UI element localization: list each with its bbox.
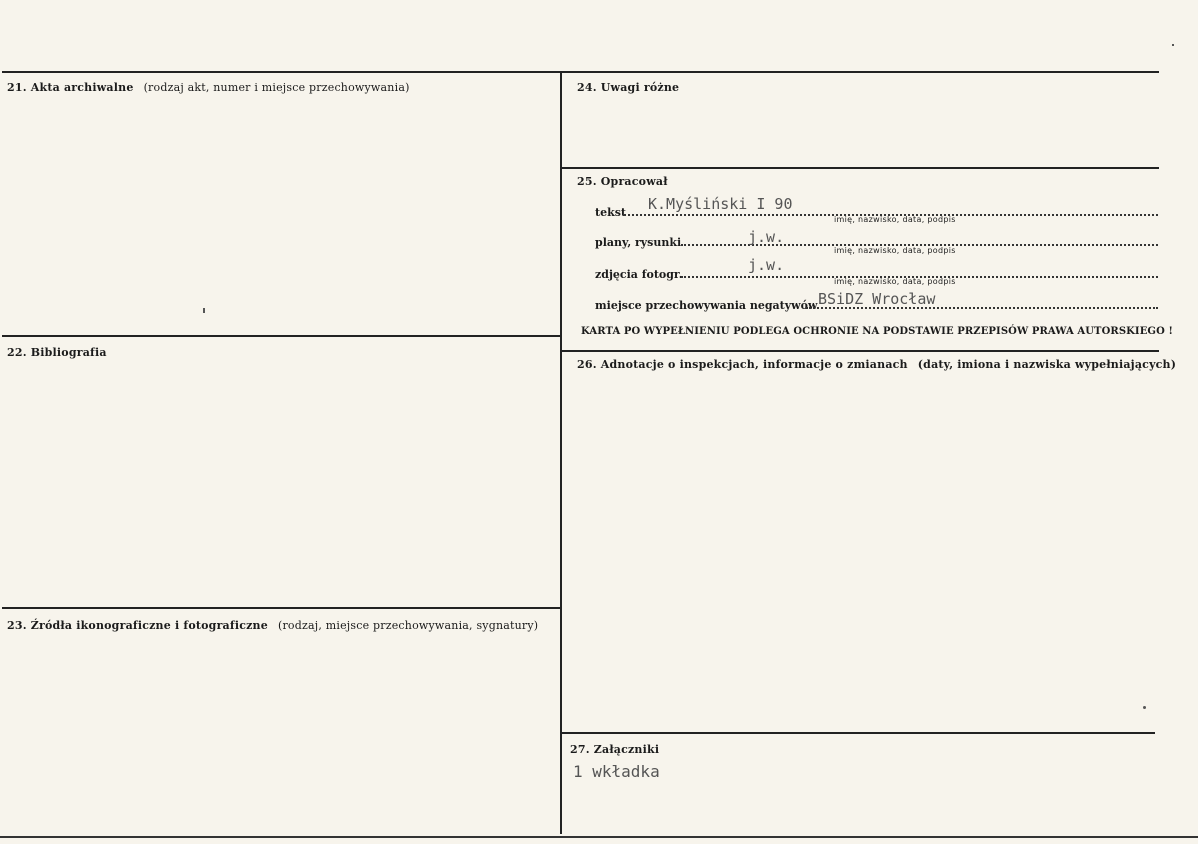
- center-divider: [560, 71, 562, 834]
- section-22-title: 22. Bibliografia: [7, 346, 107, 359]
- section-26-label: [577, 358, 1176, 371]
- rule-21-22: [2, 335, 560, 337]
- section-23-note: (rodzaj, miejsce przechowywania, sygnatury): [277, 619, 539, 632]
- section-21-label: [7, 81, 410, 94]
- paper-speck: [1172, 44, 1174, 46]
- section-26-title: 26. Adnotacje o inspekcjach, informacje o zmianach: [577, 358, 908, 371]
- negatywy-value: BSiDZ Wrocław: [818, 290, 936, 308]
- rule-25-26: [562, 350, 1159, 352]
- top-rule: [2, 71, 1159, 73]
- zdjecia-value: j.w.: [748, 256, 785, 274]
- rule-24-25: [562, 167, 1159, 169]
- section-23-title: 23. Źródła ikonograficzne i fotograficzne: [7, 619, 268, 632]
- zdjecia-hint: imię, nazwisko, data, podpis: [834, 277, 956, 286]
- section-27-value: 1 wkładka: [573, 762, 660, 781]
- section-26-note: (daty, imiona i nazwiska wypełniających): [917, 358, 1177, 371]
- section-21-title: 21. Akta archiwalne: [7, 81, 134, 94]
- section-21-note: (rodzaj akt, numer i miejsce przechowywania): [143, 81, 410, 94]
- plany-value: j.w.: [748, 228, 785, 246]
- tekst-hint: imię, nazwisko, data, podpis: [834, 215, 956, 224]
- rule-22-23: [2, 607, 560, 609]
- plany-label: plany, rysunki: [595, 236, 682, 249]
- section-27-title: 27. Załączniki: [570, 743, 660, 756]
- section-24-title: 24. Uwagi różne: [577, 81, 680, 94]
- rule-26-27: [562, 732, 1155, 734]
- copyright-notice: KARTA PO WYPEŁNIENIU PODLEGA OCHRONIE NA PODSTAWIE PRZEPISÓW PRAWA AUTORSKIEGO !: [581, 326, 1173, 337]
- negatywy-label: miejsce przechowywania negatywów: [595, 299, 818, 312]
- paper-speck: [1143, 706, 1146, 709]
- tekst-label: tekst: [595, 206, 626, 219]
- zdjecia-label: zdjęcia fotogr.: [595, 268, 683, 281]
- bottom-rule: [0, 836, 1198, 838]
- paper-speck: [203, 308, 205, 313]
- section-23-label: [7, 619, 538, 632]
- section-25-title: 25. Opracował: [577, 175, 668, 188]
- plany-hint: imię, nazwisko, data, podpis: [834, 246, 956, 255]
- tekst-value: K.Myśliński I 90: [648, 195, 793, 213]
